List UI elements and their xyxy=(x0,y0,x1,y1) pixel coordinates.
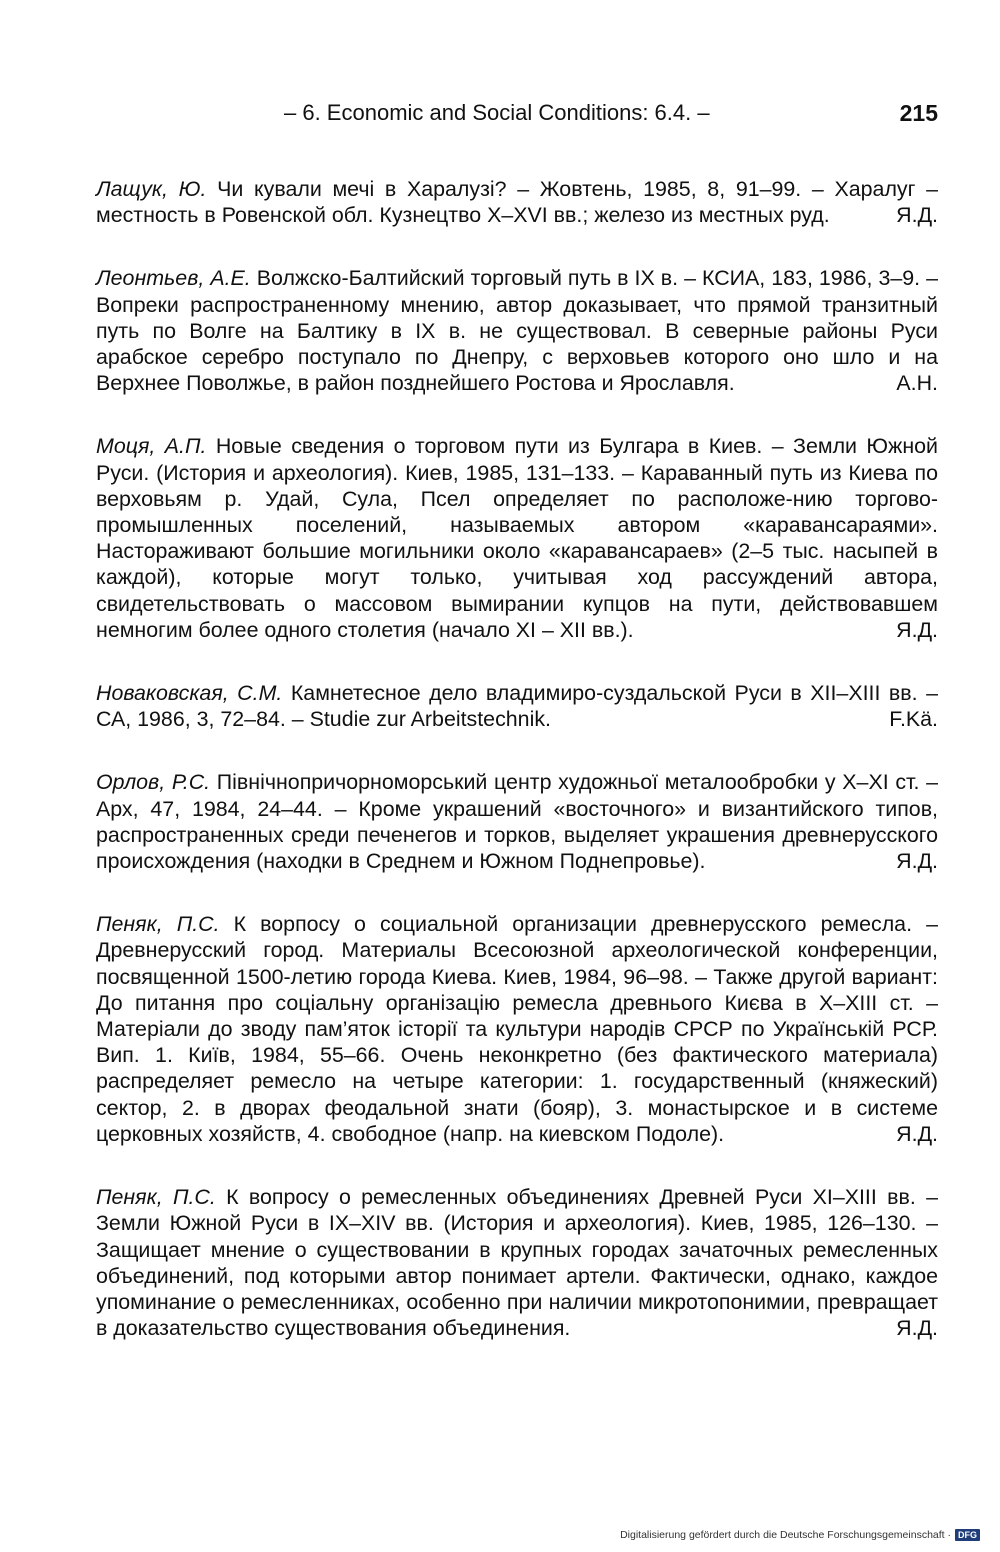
reviewer-initials: Я.Д. xyxy=(896,849,938,874)
bibliography-entry xyxy=(96,769,938,874)
bibliography-entry xyxy=(96,680,938,732)
entry-text: Волжско-Балтийский торговый путь в IX в. – КСИА, 183, 1986, 3–9. – Вопреки распространенному мнению, автор доказывает, что прямой транзитный путь по Волге на Балтику в IX в. не существовал. В северные районы Руси арабское серебро поступало по Днепру, с верховьев которого оно шло и на Верхнее Поволжье, в район позднейшего Ростова и Ярославля. xyxy=(96,266,938,396)
entry-text: Новые сведения о торговом пути из Булгара в Киев. – Земли Южной Руси. (История и археология). Киев, 1985, 131–133. – Караванный путь из Киева по верховьям р. Удай, Сула, Псел определяет по расположе-нию торгово-промышленных поселений, называемых автором «каравансараями». Настораживают большие могильники около «каравансараев» (2–5 тыс. насыпей в каждой), которые могут только, учитывая ход рассуждений автора, свидетельствовать о массовом вымирании купцов на пути, действовавшем немногим более одного столетия (начало XI – XII вв.). xyxy=(96,434,938,642)
entry-author: Леонтьев, А.Е. xyxy=(96,266,251,291)
reviewer-initials: Я.Д. xyxy=(896,1121,938,1146)
entry-text: Камнетесное дело владимиро-суздальской Руси в XII–XIII вв. – СА, 1986, 3, 72–84. – Studie zur Arbeitstechnik. xyxy=(96,681,938,732)
reviewer-initials: А.Н. xyxy=(896,371,938,396)
page-number: 215 xyxy=(899,100,938,126)
bibliography-entry xyxy=(96,911,938,1147)
bibliography-entry xyxy=(96,433,938,643)
entry-author: Лащук, Ю. xyxy=(96,177,207,201)
reviewer-initials: Я.Д. xyxy=(896,203,938,228)
entry-author: Моця, А.П. xyxy=(96,434,207,459)
reviewer-initials: Я.Д. xyxy=(896,1316,938,1341)
reviewer-initials: F.Kä. xyxy=(889,707,938,732)
reviewer-initials: Я.Д. xyxy=(896,617,938,642)
bibliography-entry xyxy=(96,1184,938,1341)
entry-author: Новаковская, С.М. xyxy=(96,681,283,706)
entry-author: Пеняк, П.С. xyxy=(96,1185,216,1210)
entry-author: Орлов, Р.С. xyxy=(96,770,211,795)
entry-author: Пеняк, П.С. xyxy=(96,912,220,937)
entry-text: Північнопричорноморський центр художньої металообробки у X–XI ст. – Арх, 47, 1984, 24–44. – Кроме украшений «восточного» и византийского типов, распространенных среди печенегов и торков, выделяет украшения древнерусского происхождения (находки в Среднем и Южном Поднепровье). xyxy=(96,770,938,874)
dfg-logo: DFG xyxy=(955,1529,980,1541)
entry-text: К ворпосу о социальной организации древнерусского ремесла. – Древнерусский город. Материалы Всесоюзной археологической конференции, посвященной 1500-летию города Киева. Киев, 1984, 96–98. – Также другой вариант: До питання про соціальну організацію ремесла древнього Києва в X–XIII ст. – Матеріали до зводу пам’яток історії та культури народів СРСР по Українській РСР. Вип. 1. Київ, 1984, 55–66. Очень неконкретно (без фактического материала) распределяет ремесло на четыре категории: 1. государственный (княжеский) сектор, 2. в дворах феодальной знати (бояр), 3. монастырское и в системе церковных хозяйств, 4. свободное (напр. на киевском Подоле). xyxy=(96,912,938,1146)
running-header xyxy=(96,96,938,130)
bibliography-entry xyxy=(96,265,938,396)
bibliography-list xyxy=(96,176,938,1378)
digitization-credit xyxy=(620,1528,980,1542)
entry-text: К вопросу о ремесленных объединениях Древней Руси XI–XIII вв. – Земли Южной Руси в IX–XIV вв. (История и археология). Киев, 1985, 126–130. – Защищает мнение о существовании в крупных городах зачаточных ремесленных объединений, под которыми автор понимает артели. Фактически, однако, каждое упоминание о ремесленниках, особенно при наличии микротопонимии, превращает в доказательство существования объединения. xyxy=(96,1185,938,1341)
entry-text: Чи кували мечі в Харалузі? – Жовтень, 1985, 8, 91–99. – Харалуг – местность в Ровенской обл. Кузнецтво X–XVI вв.; железо из местных руд. xyxy=(96,177,938,228)
credit-text: Digitalisierung gefördert durch die Deutsche Forschungsgemeinschaft · xyxy=(620,1529,951,1541)
running-title: – 6. Economic and Social Conditions: 6.4. – xyxy=(284,100,710,125)
bibliography-entry xyxy=(96,176,938,228)
